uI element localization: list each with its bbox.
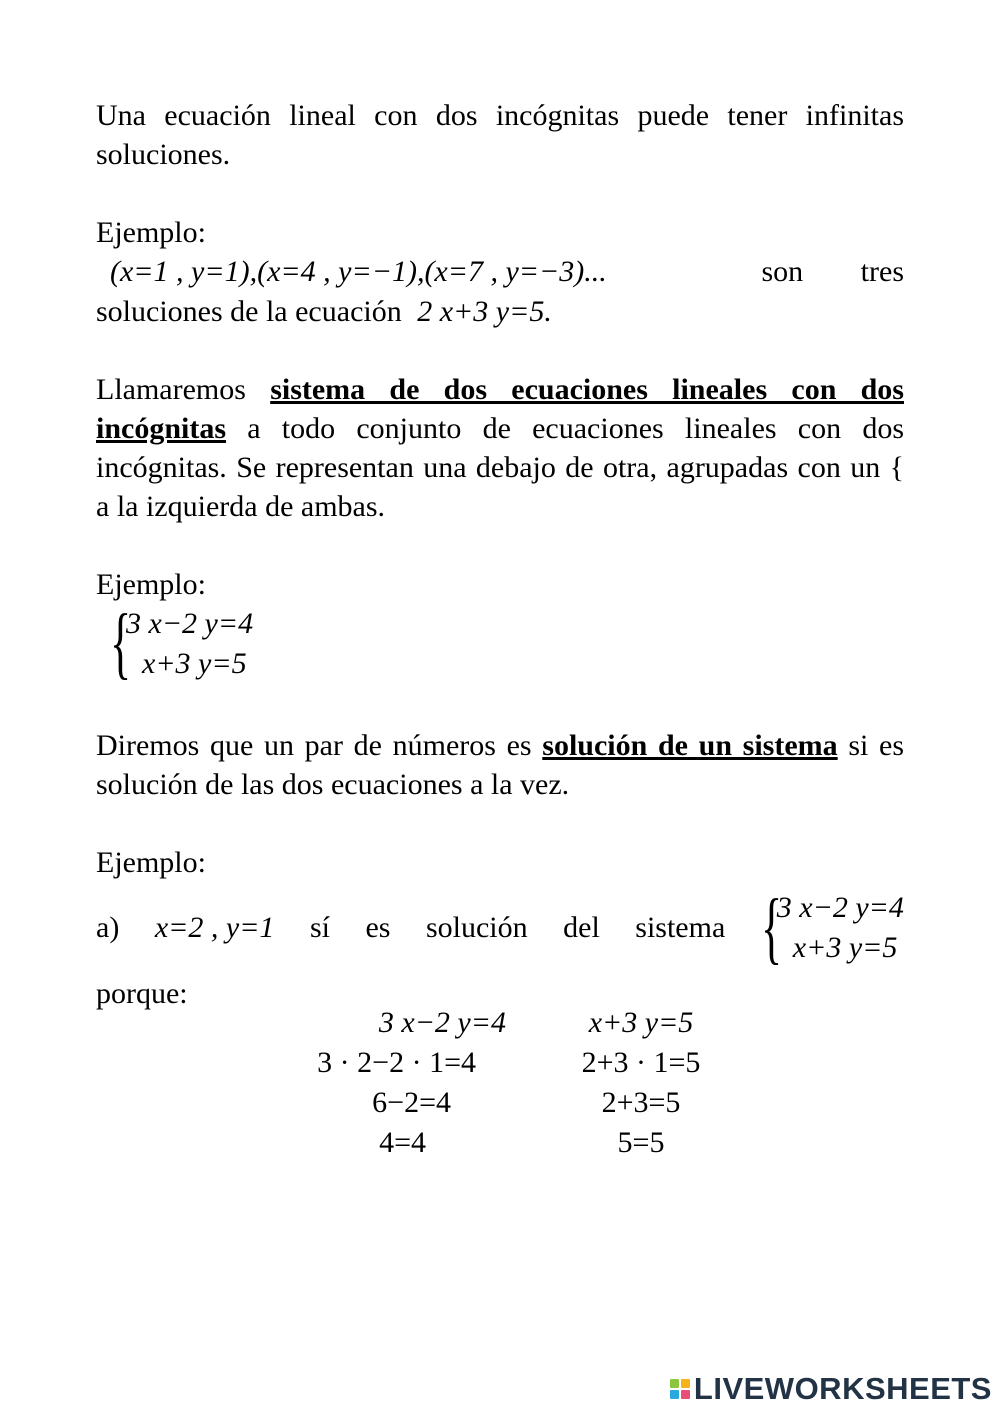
- verification-right: 5=5: [617, 1126, 665, 1159]
- example1-line: [96, 252, 904, 292]
- verification-right: x+3 y=5: [588, 1006, 694, 1039]
- logo-square: [670, 1390, 679, 1399]
- logo-icon: [670, 1379, 690, 1399]
- example3-word: es: [365, 911, 391, 944]
- verification-row: [96, 1083, 904, 1123]
- brace-icon: {: [110, 599, 132, 687]
- example1-solutions: (x=1 , y=1),(x=4 , y=−1),(x=7 , y=−3)...: [110, 255, 607, 288]
- definition2-paragraph: [96, 726, 904, 804]
- definition1-after: a todo conjunto de ecuaciones lineales con dos incógnitas. Se representan una debajo de otra, agrupadas con un { a la izquierda de ambas.: [96, 412, 904, 523]
- example1-text-a: son tres: [761, 255, 904, 288]
- definition1-before: Llamaremos: [96, 373, 271, 406]
- verification-row: [96, 1123, 904, 1163]
- logo-square: [681, 1379, 690, 1388]
- definition2-term: solución de un sistema: [542, 729, 838, 762]
- example3-values: x=2 , y=1: [154, 911, 275, 944]
- worksheet-page: [96, 96, 904, 1013]
- verification-row: [96, 1003, 904, 1043]
- brand-name: LIVEWORKSHEETS: [693, 1371, 992, 1406]
- example3-word: solución: [425, 911, 528, 944]
- system-eq2: x+3 y=5: [142, 647, 247, 680]
- because-label: porque:: [96, 977, 188, 1010]
- example3-prefix: a): [96, 911, 120, 944]
- example1-equation: 2 x+3 y=5.: [417, 295, 552, 328]
- example3-line: [96, 884, 904, 972]
- verification-row: [96, 1043, 904, 1083]
- example3-word: sistema: [635, 911, 726, 944]
- example-label: Ejemplo:: [96, 216, 206, 249]
- system-inline-eq2: x+3 y=5: [792, 931, 898, 964]
- system-eq1: 3 x−2 y=4: [126, 607, 254, 640]
- logo-square: [670, 1379, 679, 1388]
- example1-text-b: soluciones de la ecuación: [96, 295, 402, 328]
- verification-right: 2+3=5: [601, 1086, 681, 1119]
- brace-icon: {: [760, 884, 782, 972]
- example3-word: del: [563, 911, 600, 944]
- system-block: [110, 599, 904, 687]
- example2-label: Ejemplo:: [96, 568, 206, 601]
- verification-left: 6−2=4: [372, 1086, 451, 1119]
- verification-left: 3 · 2−2 · 1=4: [317, 1046, 476, 1079]
- system-inline: [760, 884, 904, 972]
- example3-label: Ejemplo:: [96, 846, 206, 879]
- definition1-term: sistema de dos ecuaciones lineales con dos incógnitas: [96, 373, 904, 445]
- definition2-after: si es solución de las dos ecuaciones a la vez.: [96, 729, 904, 801]
- verification-left: 3 x−2 y=4: [378, 1006, 506, 1039]
- intro-paragraph: Una ecuación lineal con dos incógnitas puede tener infinitas soluciones.: [96, 99, 904, 171]
- example3-word: sí: [309, 911, 330, 944]
- definition2-before: Diremos que un par de números es: [96, 729, 543, 762]
- system-inline-eq1: 3 x−2 y=4: [776, 891, 904, 924]
- logo-square: [681, 1390, 690, 1399]
- example1-line2: [96, 292, 904, 331]
- verification-block: [96, 1003, 904, 1163]
- verification-right: 2+3 · 1=5: [581, 1046, 701, 1079]
- definition1-paragraph: [96, 370, 904, 526]
- liveworksheets-logo: [670, 1371, 992, 1407]
- verification-left: 4=4: [379, 1126, 426, 1159]
